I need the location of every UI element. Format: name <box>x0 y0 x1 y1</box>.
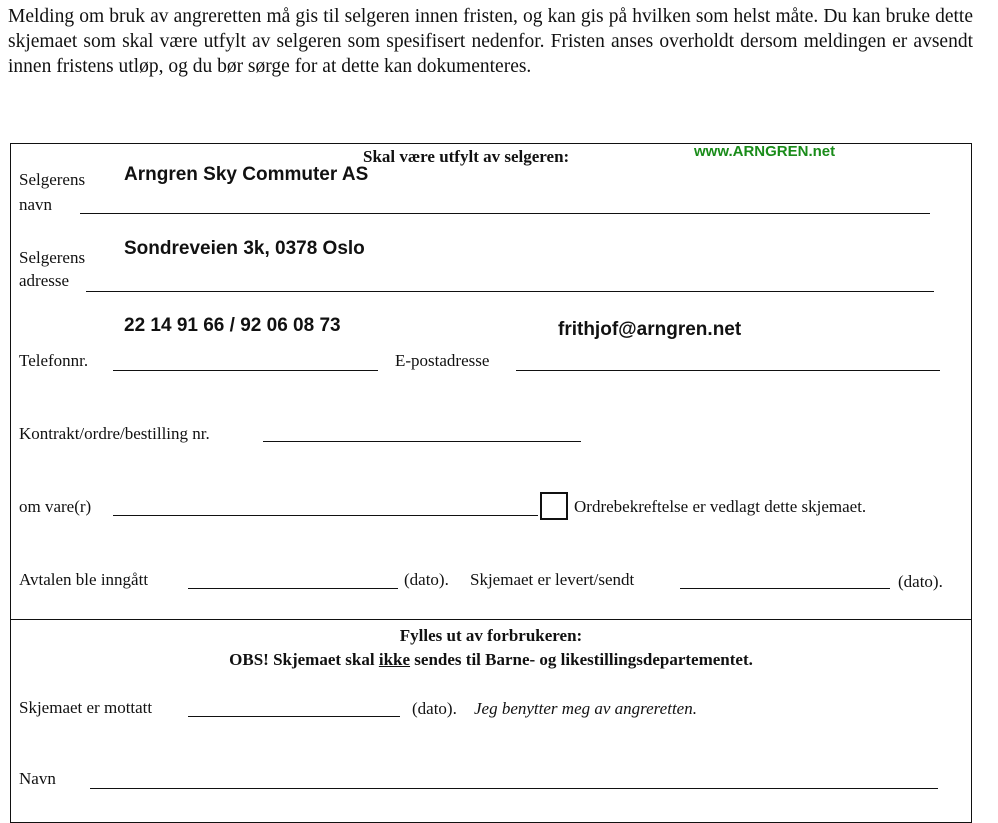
goods-label: om vare(r) <box>19 497 92 516</box>
warning-text <box>10 649 972 671</box>
goods-line[interactable] <box>113 515 538 516</box>
seller-name-label-line2: navn <box>19 195 53 214</box>
agreement-label: Avtalen ble inngått <box>19 570 149 589</box>
received-date-label: (dato). <box>412 699 457 718</box>
email-label: E-postadresse <box>395 351 490 370</box>
seller-address-label-line1: Selgerens <box>19 248 86 267</box>
received-label: Skjemaet er mottatt <box>19 698 153 717</box>
warning-post: sendes til Barne- og likestillingsdepartementet. <box>410 650 753 669</box>
contract-line[interactable] <box>263 441 581 442</box>
consumer-name-label: Navn <box>19 769 56 788</box>
section-divider <box>10 619 972 620</box>
email-line <box>516 370 940 371</box>
order-confirmation-checkbox[interactable] <box>540 492 568 520</box>
contract-label: Kontrakt/ordre/bestilling nr. <box>19 424 210 443</box>
phone-line <box>113 370 378 371</box>
seller-address-value[interactable]: Sondreveien 3k, 0378 Oslo <box>124 238 365 259</box>
agreement-date-label: (dato). <box>404 570 449 589</box>
warning-emphasis: ikke <box>378 650 411 669</box>
phone-value[interactable]: 22 14 91 66 / 92 06 08 73 <box>124 315 341 336</box>
sent-label: Skjemaet er levert/sendt <box>470 570 635 589</box>
order-confirmation-label: Ordrebekreftelse er vedlagt dette skjemaet. <box>574 497 867 516</box>
sent-date-line[interactable] <box>680 588 890 589</box>
website-stamp[interactable]: www.ARNGREN.net <box>694 143 836 160</box>
phone-label: Telefonnr. <box>19 351 89 370</box>
seller-name-value[interactable]: Arngren Sky Commuter AS <box>124 164 369 185</box>
sent-date-label: (dato). <box>898 572 943 591</box>
seller-name-label-line1: Selgerens <box>19 170 86 189</box>
agreement-date-line[interactable] <box>188 588 398 589</box>
received-date-line[interactable] <box>188 716 400 717</box>
seller-address-line <box>86 291 934 292</box>
consumer-name-line[interactable] <box>90 788 938 789</box>
consumer-section-heading: Fylles ut av forbrukeren: <box>399 626 583 645</box>
intro-paragraph: Melding om bruk av angreretten må gis til selgeren innen fristen, og kan gis på hvilken som helst måte. Du kan bruke dette skjemaet som skal være utfylt av selgeren som spesifisert nedenfor. Fristen anses overholdt dersom meldingen er avsendt innen fristens utløp, og du bør sørge for at dette kan dokumenteres. <box>8 6 973 77</box>
seller-name-line <box>80 213 930 214</box>
withdrawal-statement: Jeg benytter meg av angreretten. <box>474 699 697 718</box>
seller-section-heading: Skal være utfylt av selgeren: <box>363 147 570 166</box>
email-value[interactable]: frithjof@arngren.net <box>558 319 742 340</box>
warning-pre: OBS! Skjemaet skal <box>229 650 379 669</box>
seller-address-label-line2: adresse <box>19 271 70 290</box>
